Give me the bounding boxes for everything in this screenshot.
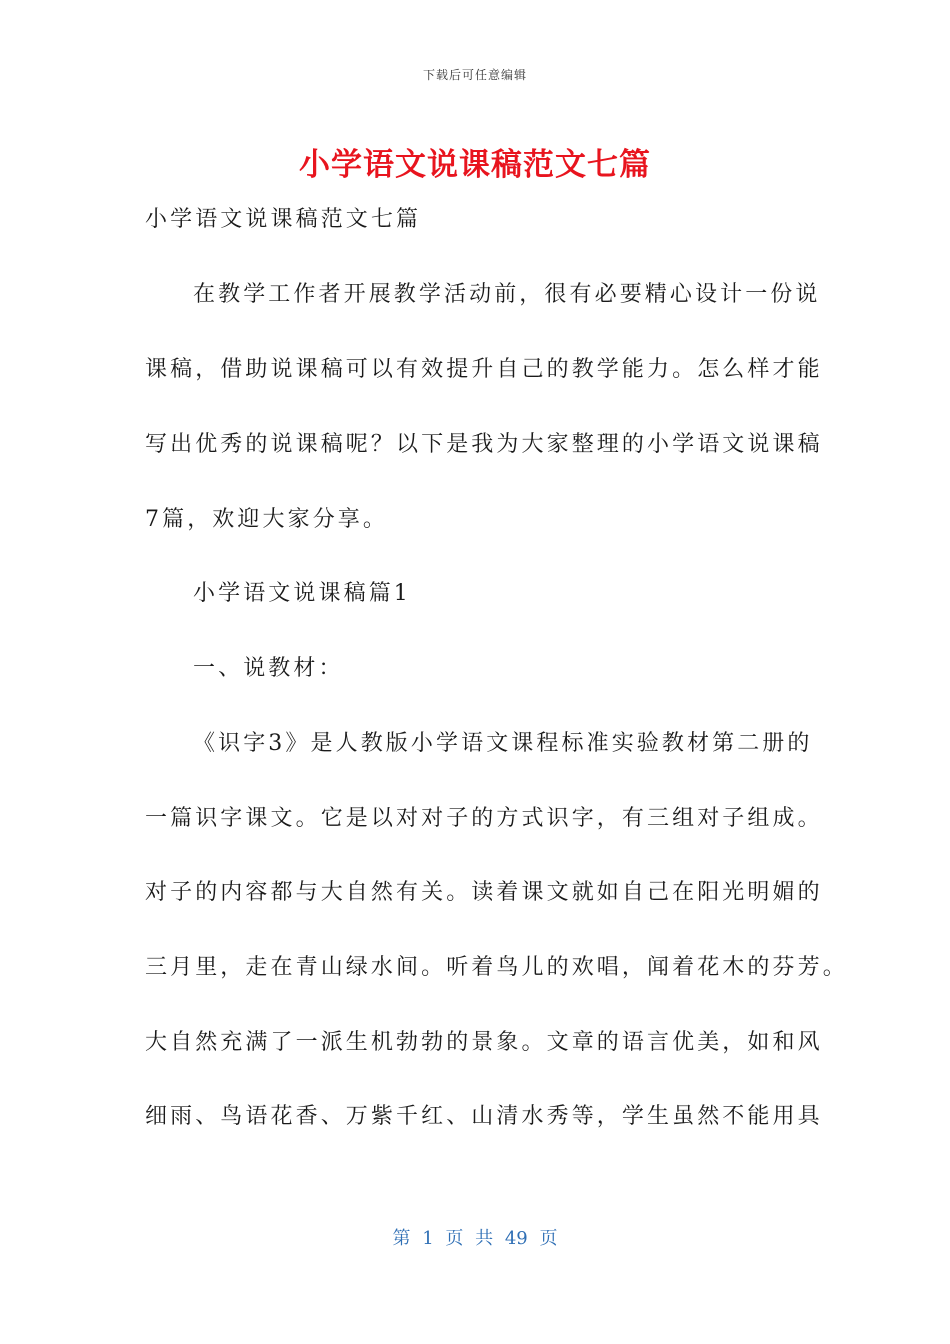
- subsection-heading: 一、说教材：: [193, 656, 344, 681]
- subtitle-line: 小学语文说课稿范文七篇: [145, 207, 422, 232]
- paragraph-line: 在教学工作者开展教学活动前，很有必要精心设计一份说: [193, 282, 821, 307]
- paragraph-line: 写出优秀的说课稿呢？以下是我为大家整理的小学语文说课稿: [145, 432, 823, 457]
- paragraph-line: 三月里，走在青山绿水间。听着鸟儿的欢唱，闻着花木的芬芳。: [145, 955, 848, 980]
- paragraph-line: 一篇识字课文。它是以对对子的方式识字，有三组对子组成。: [145, 806, 823, 831]
- paragraph-line: 细雨、鸟语花香、万紫千红、山清水秀等，学生虽然不能用具: [145, 1104, 823, 1129]
- page-number-footer: 第 1 页 共 49 页: [392, 1228, 558, 1249]
- paragraph-line: 7篇，欢迎大家分享。: [145, 507, 388, 532]
- paragraph-line: 大自然充满了一派生机勃勃的景象。文章的语言优美，如和风: [145, 1030, 823, 1055]
- paragraph-line: 对子的内容都与大自然有关。读着课文就如自己在阳光明媚的: [145, 880, 823, 905]
- paragraph-line: 《识字3》是人教版小学语文课程标准实验教材第二册的: [193, 731, 813, 756]
- page-header-note: 下载后可任意编辑: [422, 68, 527, 82]
- paragraph-line: 课稿，借助说课稿可以有效提升自己的教学能力。怎么样才能: [145, 357, 823, 382]
- document-title: 小学语文说课稿范文七篇: [299, 147, 651, 183]
- section-heading: 小学语文说课稿篇1: [193, 581, 411, 606]
